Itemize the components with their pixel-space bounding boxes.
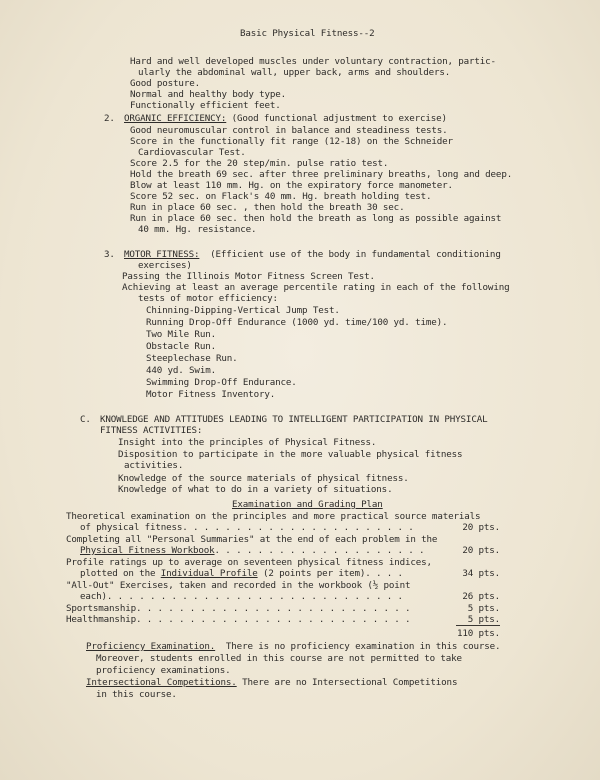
motor-heading-cont: exercises) [138,260,192,271]
structural-line: Functionally efficient feet. [130,100,281,111]
grading-line: Theoretical examination on the principles and more practical source materials [66,511,481,522]
organic-heading-rest: (Good functional adjustment to exercise) [226,113,447,124]
motor-heading-rest: (Efficient use of the body in fundamental conditioning [199,249,501,260]
grading-line: Profile ratings up to average on seventeen physical fitness indices, [66,557,432,568]
grading-points: 20 pts. [462,522,500,533]
knowledge-line: Knowledge of what to do in a variety of situations. [118,484,393,495]
organic-line: Score 2.5 for the 20 step/min. pulse ratio test. [130,158,389,169]
grading-points: 5 pts. [467,603,500,614]
motor-heading: MOTOR FITNESS: [124,249,200,260]
knowledge-line: activities. [124,460,184,471]
motor-test-item: Chinning-Dipping-Vertical Jump Test. [146,305,340,316]
structural-line: Normal and healthy body type. [130,89,287,100]
workbook-title: Physical Fitness Workbook [80,545,215,556]
grading-points: 26 pts. [462,591,500,602]
motor-line: Passing the Illinois Motor Fitness Screen Test. [122,271,375,282]
knowledge-heading: KNOWLEDGE AND ATTITUDES LEADING TO INTELLIGENT PARTICIPATION IN PHYSICAL [100,414,488,425]
intersectional-line [86,677,457,688]
proficiency-line [86,641,500,652]
motor-test-item: Steeplechase Run. [146,353,238,364]
organic-line: Hold the breath 69 sec. after three preliminary breaths, long and deep. [130,169,513,180]
proficiency-label: Proficiency Examination. [86,641,216,652]
grading-title: Examination and Grading Plan [232,499,383,510]
grading-text: (2 points per item). . . . [257,568,403,579]
motor-test-item: Two Mile Run. [146,329,216,340]
organic-heading-line [124,113,447,124]
motor-number: 3. [104,249,115,260]
intersectional-label: Intersectional Competitions. [86,677,237,688]
organic-line: Score in the functionally fit range (12-18) on the Schneider [130,136,453,147]
organic-line: Run in place 60 sec. then hold the breath as long as possible against [130,213,502,224]
grading-line: "All-Out" Exercises, taken and recorded in the workbook (½ point [66,580,411,591]
organic-line: 40 mm. Hg. resistance. [138,224,257,235]
grading-line: of physical fitness. . . . . . . . . . . . . . . . . . . . . . [80,522,414,533]
knowledge-line: Insight into the principles of Physical Fitness. [118,437,377,448]
structural-line: ularly the abdominal wall, upper back, arms and shoulders. [138,67,451,78]
grading-line [80,568,403,579]
motor-line: Achieving at least an average percentile rating in each of the following [122,282,510,293]
intersectional-text: There are no Intersectional Competitions [236,677,458,688]
organic-line: Score 52 sec. on Flack's 40 mm. Hg. breath holding test. [130,191,432,202]
motor-line: tests of motor efficiency: [138,293,278,304]
grading-total: 110 pts. [456,628,500,639]
proficiency-line: Moreover, students enrolled in this course are not permitted to take [96,653,462,664]
knowledge-letter: C. [80,414,91,425]
grading-line [80,545,424,556]
structural-line: Hard and well developed muscles under voluntary contraction, partic- [130,56,496,67]
motor-test-item: 440 yd. Swim. [146,365,216,376]
grading-text: plotted on the [80,568,161,579]
motor-test-item: Motor Fitness Inventory. [146,389,276,400]
total-divider [456,625,500,626]
grading-line: Sportsmanship. . . . . . . . . . . . . . . . . . . . . . . . . . [66,603,411,614]
motor-test-item: Swimming Drop-Off Endurance. [146,377,297,388]
knowledge-line: Disposition to participate in the more valuable physical fitness [118,449,463,460]
motor-heading-line [124,249,501,260]
grading-line: Completing all "Personal Summaries" at the end of each problem in the [66,534,438,545]
proficiency-text: There is no proficiency examination in this course. [215,641,501,652]
knowledge-heading: FITNESS ACTIVITIES: [100,425,203,436]
intersectional-line: in this course. [96,689,177,700]
organic-number: 2. [104,113,115,124]
organic-line: Good neuromuscular control in balance and steadiness tests. [130,125,448,136]
structural-line: Good posture. [130,78,200,89]
knowledge-line: Knowledge of the source materials of physical fitness. [118,473,409,484]
grading-points: 20 pts. [462,545,500,556]
grading-leader: . . . . . . . . . . . . . . . . . . . . [214,545,425,556]
organic-line: Blow at least 110 mm. Hg. on the expiratory force manometer. [130,180,453,191]
motor-test-item: Running Drop-Off Endurance (1000 yd. time/100 yd. time). [146,317,448,328]
profile-title: Individual Profile [160,568,258,579]
grading-line: each). . . . . . . . . . . . . . . . . . . . . . . . . . . . [80,591,403,602]
organic-line: Cardiovascular Test. [138,147,246,158]
page-header: Basic Physical Fitness--2 [240,28,375,39]
organic-line: Run in place 60 sec. , then hold the breath 30 sec. [130,202,405,213]
organic-heading: ORGANIC EFFICIENCY: [124,113,227,124]
proficiency-line: proficiency examinations. [96,665,231,676]
grading-points: 34 pts. [462,568,500,579]
grading-line: Healthmanship. . . . . . . . . . . . . . . . . . . . . . . . . . [66,614,411,625]
motor-test-item: Obstacle Run. [146,341,216,352]
grading-points: 5 pts. [467,614,500,625]
